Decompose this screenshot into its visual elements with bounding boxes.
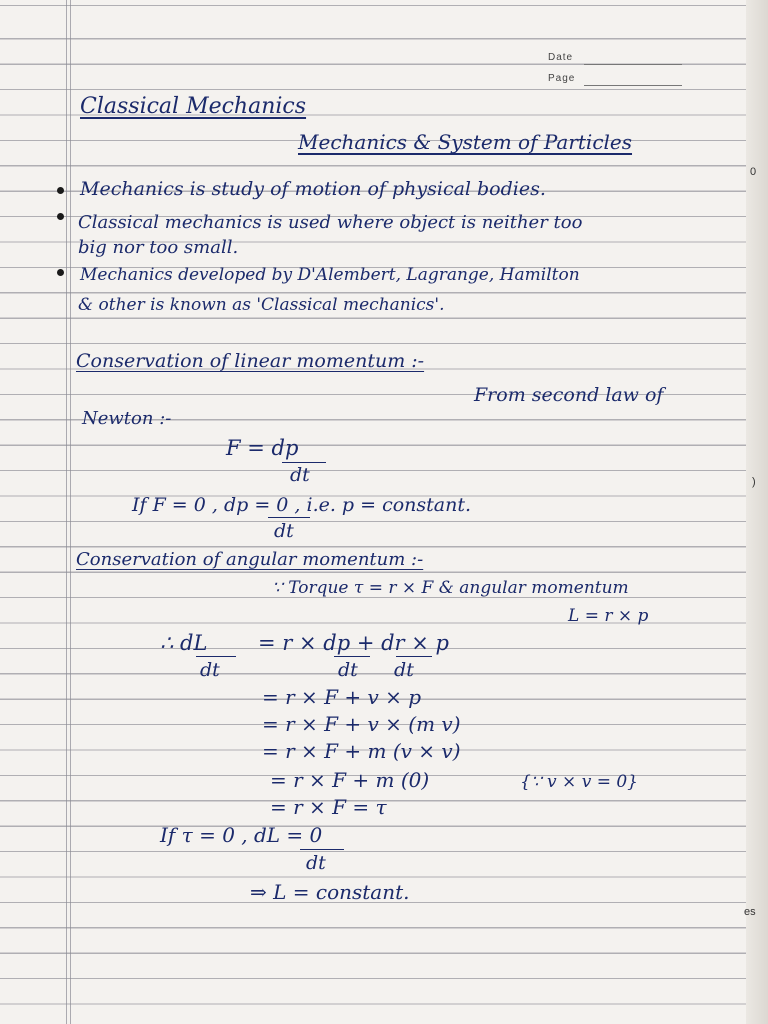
page-edge (746, 0, 768, 1024)
fraction-bar (268, 517, 310, 518)
fraction-bar (396, 656, 432, 657)
page-line (584, 85, 682, 86)
equation-numerator: If τ = 0 , dL = 0 (160, 823, 323, 847)
bullet-dot (57, 269, 64, 276)
equation-numerator: = r × dp + dr × p (258, 631, 449, 655)
equation-step: = r × F + m (0) (270, 768, 430, 792)
edge-mark: ) (752, 476, 756, 488)
equation-step: = r × F + v × (m v) (262, 712, 461, 736)
bullet-text: big nor too small. (78, 237, 239, 258)
fraction-bar (334, 656, 370, 657)
equation-denominator: dt (200, 659, 220, 681)
text-line: Newton :- (82, 408, 172, 429)
result-line: ⇒ L = constant. (250, 880, 410, 904)
equation-step: = r × F + v × p (262, 685, 422, 709)
section-heading-linear: Conservation of linear momentum :- (76, 350, 425, 372)
equation-denominator: dt (306, 852, 326, 874)
equation-note: {∵ v × v = 0} (520, 772, 638, 792)
fraction-bar (300, 849, 344, 850)
margin-line (70, 0, 71, 1024)
text-line: From second law of (474, 384, 664, 406)
equation-numerator: ∴ dL (160, 631, 208, 655)
date-line (584, 64, 682, 65)
equation-line: L = r × p (568, 606, 649, 626)
bullet-text: & other is known as 'Classical mechanics'. (78, 295, 445, 315)
equation-step: = r × F + m (v × v) (262, 739, 461, 763)
margin-line (66, 0, 67, 1024)
bullet-text: Classical mechanics is used where object is neither too (78, 212, 583, 233)
bullet-dot (57, 213, 64, 220)
section-heading-angular: Conservation of angular momentum :- (76, 549, 424, 570)
date-label: Date (548, 52, 574, 63)
fraction-bar (282, 462, 326, 463)
bullet-text: Mechanics is study of motion of physical bodies. (80, 178, 546, 200)
fraction-bar (196, 656, 236, 657)
equation-step: = r × F = τ (270, 795, 387, 819)
equation-numerator: F = dp (226, 436, 299, 460)
edge-mark: 0 (750, 166, 757, 178)
equation-denominator: dt (274, 520, 294, 542)
page-subtitle: Mechanics & System of Particles (298, 130, 633, 154)
equation-denominator: dt dt (338, 659, 414, 681)
page-title: Classical Mechanics (80, 94, 307, 119)
edge-mark: es (744, 906, 756, 918)
page-label: Page (548, 73, 576, 84)
equation-denominator: dt (290, 464, 310, 486)
bullet-text: Mechanics developed by D'Alembert, Lagrange, Hamilton (80, 265, 580, 285)
text-line: ∵ Torque τ = r × F & angular momentum (272, 578, 629, 598)
equation-numerator: If F = 0 , dp = 0 , i.e. p = constant. (132, 494, 472, 516)
bullet-dot (57, 187, 64, 194)
